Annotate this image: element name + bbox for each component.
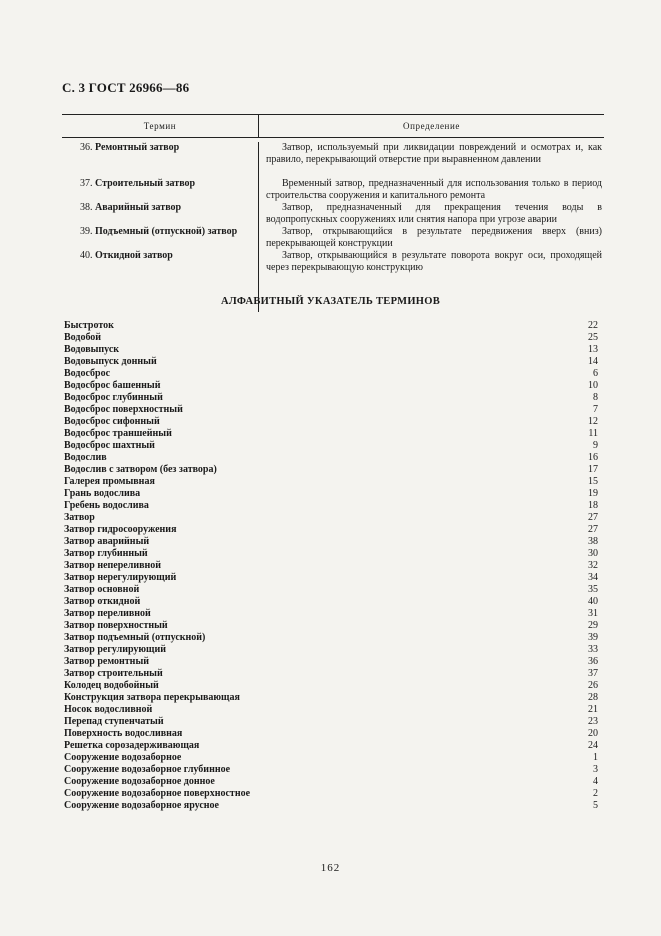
index-page: 18 (588, 500, 598, 511)
index-page: 7 (593, 404, 598, 415)
term-name: Строительный затвор (95, 178, 196, 189)
index-item (64, 512, 598, 524)
index-term: Водовыпуск (64, 344, 120, 355)
index-item (64, 740, 598, 752)
index-item (64, 536, 598, 548)
index-page: 25 (588, 332, 598, 343)
index-item (64, 560, 598, 572)
definition-cell: Затвор, открывающийся в результате поворота вокруг оси, проходящей через перекрывающую конструкцию (266, 250, 602, 273)
table-header-row (62, 114, 604, 138)
table-body (62, 142, 604, 274)
index-item (64, 800, 598, 812)
term-number: 40. (80, 250, 93, 261)
index-term: Затвор непереливной (64, 560, 162, 571)
index-item (64, 716, 598, 728)
index-term: Решетка сорозадерживающая (64, 740, 200, 751)
index-page: 20 (588, 728, 598, 739)
index-item (64, 656, 598, 668)
index-term: Сооружение водозаборное донное (64, 776, 215, 787)
index-term: Затвор откидной (64, 596, 141, 607)
index-page: 32 (588, 560, 598, 571)
index-term: Водосброс глубинный (64, 392, 163, 403)
index-list (64, 320, 598, 812)
index-page: 40 (588, 596, 598, 607)
index-page: 4 (593, 776, 598, 787)
index-item (64, 476, 598, 488)
table-row (62, 226, 604, 250)
index-page: 16 (588, 452, 598, 463)
index-page: 24 (588, 740, 598, 751)
index-item (64, 380, 598, 392)
index-item (64, 344, 598, 356)
index-item (64, 440, 598, 452)
index-item (64, 728, 598, 740)
table-row (62, 250, 604, 274)
index-item (64, 464, 598, 476)
table-row (62, 178, 604, 202)
index-item (64, 620, 598, 632)
index-page: 8 (593, 392, 598, 403)
index-term: Затвор основной (64, 584, 140, 595)
terms-table (62, 114, 604, 274)
index-term: Водосброс поверхностный (64, 404, 183, 415)
index-page: 19 (588, 488, 598, 499)
index-item (64, 584, 598, 596)
index-term: Затвор нерегулирующий (64, 572, 177, 583)
index-term: Водосброс шахтный (64, 440, 155, 451)
index-item (64, 668, 598, 680)
index-term: Быстроток (64, 320, 114, 331)
index-page: 2 (593, 788, 598, 799)
index-term: Колодец водобойный (64, 680, 159, 691)
index-term: Водослив с затвором (без затвора) (64, 464, 217, 475)
index-term: Затвор глубинный (64, 548, 148, 559)
definition-cell: Затвор, предназначенный для прекращения течения воды в водопропускных сооружениях или снятия напора при угрозе аварии (266, 202, 602, 225)
index-term: Сооружение водозаборное ярусное (64, 800, 219, 811)
index-item (64, 644, 598, 656)
index-page: 36 (588, 656, 598, 667)
table-row (62, 202, 604, 226)
index-item (64, 416, 598, 428)
term-name: Подъемный (отпускной) затвор (95, 226, 238, 237)
index-page: 28 (588, 692, 598, 703)
index-term: Грань водослива (64, 488, 141, 499)
index-page: 35 (588, 584, 598, 595)
index-page: 11 (588, 428, 598, 439)
index-page: 5 (593, 800, 598, 811)
term-name: Ремонтный затвор (95, 142, 180, 153)
index-item (64, 428, 598, 440)
index-item (64, 596, 598, 608)
term-name: Аварийный затвор (95, 202, 182, 213)
index-page: 34 (588, 572, 598, 583)
index-item (64, 764, 598, 776)
index-page: 14 (588, 356, 598, 367)
index-term: Перепад ступенчатый (64, 716, 164, 727)
index-term: Водосброс башенный (64, 380, 161, 391)
column-header-definition: Определение (403, 121, 460, 131)
term-number: 39. (80, 226, 93, 237)
index-term: Сооружение водозаборное глубинное (64, 764, 231, 775)
index-term: Носок водосливной (64, 704, 153, 715)
index-item (64, 548, 598, 560)
index-term: Водовыпуск донный (64, 356, 157, 367)
term-cell (62, 250, 258, 274)
index-term: Затвор переливной (64, 608, 151, 619)
index-page: 15 (588, 476, 598, 487)
index-page: 13 (588, 344, 598, 355)
index-page: 17 (588, 464, 598, 475)
index-term: Затвор (64, 512, 95, 523)
index-term: Галерея промывная (64, 476, 155, 487)
index-term: Затвор ремонтный (64, 656, 150, 667)
index-page: 29 (588, 620, 598, 631)
index-item (64, 680, 598, 692)
index-page: 27 (588, 512, 598, 523)
index-page: 22 (588, 320, 598, 331)
index-term: Затвор строительный (64, 668, 163, 679)
index-item (64, 692, 598, 704)
term-number: 36. (80, 142, 93, 153)
column-header-term: Термин (62, 115, 259, 137)
index-item (64, 368, 598, 380)
index-item (64, 776, 598, 788)
index-term: Сооружение водозаборное (64, 752, 182, 763)
term-cell (62, 142, 258, 178)
index-page: 26 (588, 680, 598, 691)
index-item (64, 356, 598, 368)
index-page: 33 (588, 644, 598, 655)
term-cell (62, 226, 258, 250)
index-item (64, 572, 598, 584)
index-page: 21 (588, 704, 598, 715)
index-term: Затвор регулирующий (64, 644, 167, 655)
index-item (64, 320, 598, 332)
page-number: 162 (320, 862, 341, 874)
index-term: Водосброс траншейный (64, 428, 172, 439)
index-page: 23 (588, 716, 598, 727)
definition-cell: Временный затвор, предназначенный для использования только в период строительства сооружения и капитального ремонта (266, 178, 602, 201)
term-name: Откидной затвор (95, 250, 173, 261)
index-item (64, 404, 598, 416)
index-term: Затвор поверхностный (64, 620, 168, 631)
term-number: 37. (80, 178, 93, 189)
index-item (64, 392, 598, 404)
index-page: 30 (588, 548, 598, 559)
index-item (64, 332, 598, 344)
index-page: 31 (588, 608, 598, 619)
index-item (64, 452, 598, 464)
index-term: Водосброс сифонный (64, 416, 160, 427)
index-page: 27 (588, 524, 598, 535)
index-term: Затвор подъемный (отпускной) (64, 632, 206, 643)
index-page: 10 (588, 380, 598, 391)
index-item (64, 788, 598, 800)
index-term: Поверхность водосливная (64, 728, 183, 739)
index-title: АЛФАВИТНЫЙ УКАЗАТЕЛЬ ТЕРМИНОВ (220, 296, 441, 307)
index-term: Водослив (64, 452, 107, 463)
index-item (64, 704, 598, 716)
index-item (64, 608, 598, 620)
term-cell (62, 202, 258, 226)
index-item (64, 500, 598, 512)
index-term: Затвор аварийный (64, 536, 150, 547)
index-page: 3 (593, 764, 598, 775)
index-term: Затвор гидросооружения (64, 524, 177, 535)
definition-cell: Затвор, используемый при ликвидации повреждений и осмотрах и, как правило, перекрывающий отверстие при выравненном давлении (266, 142, 602, 165)
page-header: С. 3 ГОСТ 26966—86 (62, 80, 190, 95)
index-page: 1 (593, 752, 598, 763)
index-page: 39 (588, 632, 598, 643)
index-term: Водобой (64, 332, 102, 343)
index-item (64, 752, 598, 764)
index-term: Водосброс (64, 368, 111, 379)
term-number: 38. (80, 202, 93, 213)
table-row (62, 142, 604, 178)
index-item (64, 632, 598, 644)
index-item (64, 488, 598, 500)
index-item (64, 524, 598, 536)
index-term: Гребень водослива (64, 500, 149, 511)
index-page: 12 (588, 416, 598, 427)
index-page: 37 (588, 668, 598, 679)
index-page: 38 (588, 536, 598, 547)
term-cell (62, 178, 258, 202)
index-page: 6 (593, 368, 598, 379)
definition-cell: Затвор, открывающийся в результате передвижения вверх (вниз) перекрывающей конструкции (266, 226, 602, 249)
index-term: Сооружение водозаборное поверхностное (64, 788, 251, 799)
index-term: Конструкция затвора перекрывающая (64, 692, 240, 703)
index-page: 9 (593, 440, 598, 451)
